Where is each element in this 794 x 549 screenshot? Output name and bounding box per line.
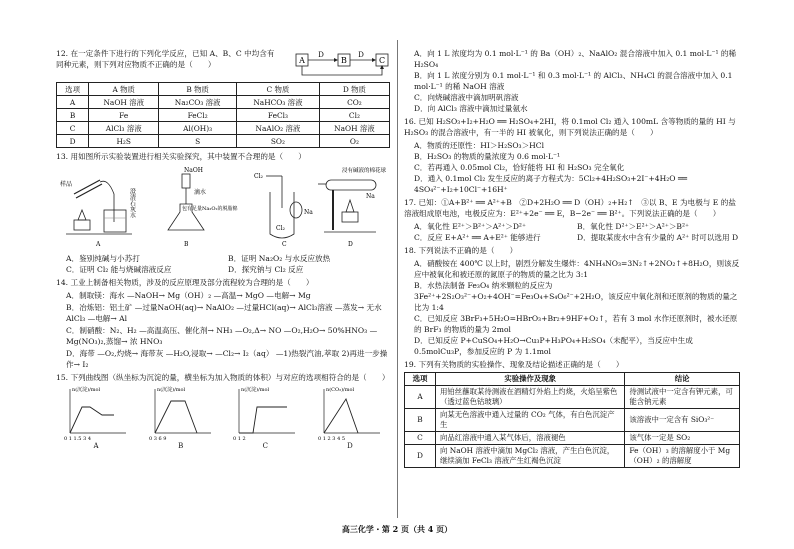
label-naoh-b: NaOH bbox=[184, 167, 203, 174]
page-footer: 高三化学・第 2 页（共 4 页） bbox=[341, 524, 453, 534]
q13-options-row1 bbox=[56, 253, 390, 264]
table-row bbox=[405, 409, 740, 432]
q19-stem: 19. 下列有关物质的实验操作、现象及结论描述正确的是（ ） bbox=[404, 360, 624, 369]
table-cell: B bbox=[57, 109, 89, 122]
q18-option-b: B．水热法制备 Fe₃O₄ 纳米颗粒的反应为 3Fe²⁺+2S₂O₃²⁻+O₂+4OH⁻=Fe₃O₄+S₄O₆²⁻+2H₂O，该反应中氧化剂和还原剂的物质的量之比为 1:4 bbox=[414, 281, 738, 312]
apparatus-a bbox=[60, 180, 136, 234]
q13-apparatus-figure bbox=[56, 164, 390, 250]
q18-option-d: D．已知反应 P+CuSO₄+H₂O→Cu₃P+H₃PO₄+H₂SO₄（未配平），当反应中生成 0.5molCu₃P，参加反应的 P 为 1.1mol bbox=[414, 336, 693, 356]
q12-table bbox=[56, 82, 390, 148]
q16-option-c: C．若再通入 0.05mol Cl₂，恰好能将 HI 和 H₂SO₃ 完全氧化 bbox=[414, 163, 625, 172]
table-cell: C bbox=[405, 432, 436, 445]
q17-option-d: D．提取某废水中含有少量的 A²⁺ 时可以选用 D bbox=[577, 233, 739, 242]
table-cell: 向品红溶液中通入某气体后，溶液褪色 bbox=[436, 432, 625, 445]
graph-letter: D bbox=[347, 442, 353, 450]
q13-options-row2 bbox=[56, 264, 390, 275]
apparatus-d bbox=[318, 166, 387, 232]
label-alkali-cotton: 浸有碱液的棉花球 bbox=[342, 168, 387, 174]
q19-header-row bbox=[405, 373, 740, 386]
table-row bbox=[405, 432, 740, 445]
table-cell: 用铂丝蘸取某待测液在酒精灯外焰上灼烧，火焰呈紫色（透过蓝色钴玻璃） bbox=[436, 386, 625, 409]
q15-option-d: D．向 AlCl₃ 溶液中滴加过量氨水 bbox=[414, 104, 528, 113]
q12-header: C 物质 bbox=[236, 83, 319, 96]
q12-box-b: B bbox=[341, 56, 347, 65]
q19-header: 选项 bbox=[405, 373, 436, 386]
table-cell: Fe bbox=[89, 109, 159, 122]
q12-header: B 物质 bbox=[159, 83, 237, 96]
table-cell: 该溶液中一定含有 SiO₃²⁻ bbox=[625, 409, 740, 432]
q12-flow-diagram bbox=[294, 48, 390, 80]
q12-stem: 12. 在一定条件下进行的下列化学反应，已知 A、B、C 中均含有同种元素，则下列对应物质不正确的是（ ） bbox=[56, 49, 275, 69]
q12-header: 选项 bbox=[57, 83, 89, 96]
q19-header: 结论 bbox=[625, 373, 740, 386]
column-divider bbox=[397, 40, 398, 518]
label-ball: Na bbox=[304, 209, 313, 216]
q16-option-d: D．通入 0.1mol Cl₂ 发生反应的离子方程式为：5Cl₂+4H₂SO₃+2I⁻+4H₂O ══ 4SO₄²⁻+I₂+10Cl⁻+16H⁺ bbox=[414, 174, 688, 194]
fig-letter: D bbox=[348, 241, 353, 248]
q13-option-d: D．探究钠与 Cl₂ 反应 bbox=[228, 265, 304, 274]
q16-stem: 16. 已知 H₂SO₃+I₂+H₂O ══ H₂SO₄+2HI，将 0.1mol Cl₂ 通入 100mL 含等物质的量的 HI 与 H₂SO₃ 的混合溶液中，有一半的 HI 被氧化，则下列说法正确的是（ ） bbox=[404, 117, 736, 137]
q14-option-b: B．冶炼铝：铝土矿 —过量NaOH(aq)→ NaAlO₂ —过量HCl(aq)→ AlCl₃溶液 —蒸发→ 无水 AlCl₃ —电解→ Al bbox=[66, 303, 382, 323]
fig-letter: A bbox=[96, 241, 101, 248]
q12-header: A 物质 bbox=[89, 83, 159, 96]
label-drip-water: 滴水 bbox=[194, 189, 207, 196]
label-sample: 样品 bbox=[60, 181, 73, 188]
q19-header: 实验操作及现象 bbox=[436, 373, 625, 386]
table-cell: Fe（OH）₃ 的溶解度小于 Mg（OH）₂ 的溶解度 bbox=[625, 445, 740, 468]
graph-ticks: 0 1 2 3 4 5 bbox=[317, 436, 346, 441]
table-row bbox=[57, 109, 390, 122]
q17-option-b: B．氧化性 D²⁺＞E²⁺＞A²⁺＞B²⁺ bbox=[577, 222, 690, 231]
label-na-d: Na bbox=[366, 193, 375, 200]
q12-box-c: C bbox=[378, 56, 386, 65]
q18-option-c: C．已知反应 3BrF₃+5H₂O=HBrO₃+Br₂+9HF+O₂↑，若有 3 mol 水作还原剂时，被水还原的 BrF₃ 的物质的量为 2mol bbox=[414, 314, 738, 334]
label-cl2-c2: Cl₂ bbox=[276, 225, 285, 232]
q14-stem: 14. 工业上制备相关物质，涉及的反应原理及部分流程较为合理的是（ ） bbox=[56, 278, 314, 287]
q19-table bbox=[404, 372, 740, 468]
table-cell: AlCl₃ 溶液 bbox=[89, 122, 159, 135]
q12-arrow-d2: D bbox=[358, 51, 364, 59]
graph-letter: C bbox=[262, 442, 268, 450]
table-cell: C bbox=[57, 122, 89, 135]
table-cell: 向某无色溶液中通入过量的 CO₂ 气体，有白色沉淀产生 bbox=[436, 409, 625, 432]
q15-graph-b bbox=[147, 385, 215, 452]
table-cell: CO₂ bbox=[319, 96, 389, 109]
fig-letter: C bbox=[282, 241, 287, 248]
table-row bbox=[57, 135, 390, 148]
table-row bbox=[405, 445, 740, 468]
graph-ylabel: n(沉淀)/mol bbox=[72, 387, 101, 393]
table-cell: NaOH 溶液 bbox=[319, 122, 389, 135]
q17-option-a: A．氧化性 E²⁺＞B²⁺＞A²⁺＞D²⁺ bbox=[414, 222, 526, 231]
q15-graph-d bbox=[316, 385, 384, 452]
q12-header-row bbox=[57, 83, 390, 96]
table-cell: A bbox=[57, 96, 89, 109]
q15-graph-a bbox=[62, 385, 130, 452]
q15-stem: 15. 下列曲线图（纵坐标为沉淀的量，横坐标为加入物质的体积）与对应的选项相符合的是（ ） bbox=[56, 373, 390, 382]
q16-option-b: B．H₂SO₃ 的物质的量浓度为 0.6 mol·L⁻¹ bbox=[414, 152, 561, 161]
q14-option-d: D．海带 —O₂,灼烧→ 海带灰 —H₂O,浸取→ —Cl₂→ I₂（aq） —1)热裂汽油,萃取 2)再进一步操作→ I₂ bbox=[66, 349, 388, 369]
graph-ylabel: n(沉淀)/mol bbox=[156, 387, 185, 393]
q18-stem: 18. 下列说法不正确的是（ ） bbox=[404, 246, 518, 255]
graph-ylabel: n(CO₂)/mol bbox=[325, 387, 355, 393]
table-cell: 该气体一定是 SO₂ bbox=[625, 432, 740, 445]
q13-option-c: C．证明 Cl₂ 能与烧碱溶液反应 bbox=[66, 265, 172, 274]
table-cell: SO₂ bbox=[236, 135, 319, 148]
q15-graph-c bbox=[231, 385, 299, 452]
table-row bbox=[405, 386, 740, 409]
q13-option-a: A．鉴别纯碱与小苏打 bbox=[66, 254, 140, 263]
table-cell: B bbox=[405, 409, 436, 432]
table-cell: NaHCO₃ 溶液 bbox=[236, 96, 319, 109]
q16-option-a: A．物质的还原性：HI＞H₂SO₃＞HCl bbox=[414, 141, 545, 150]
graph-ticks: 0 3 6 9 bbox=[148, 436, 167, 441]
fig-letter: B bbox=[184, 241, 189, 248]
table-cell: Na₂CO₃ 溶液 bbox=[159, 96, 237, 109]
q17-options-row1 bbox=[404, 221, 740, 232]
table-cell: 向 NaOH 溶液中滴加 MgCl₂ 溶液，产生白色沉淀，继续滴加 FeCl₃ 溶液产生红褐色沉淀 bbox=[436, 445, 625, 468]
graph-ticks: 0 1 1.5 3 4 bbox=[64, 436, 92, 441]
q15-option-b: B．向 1 L 浓度分别为 0.1 mol·L⁻¹ 和 0.3 mol·L⁻¹ 的 AlCl₃、NH₄Cl 的混合溶液中加入 0.1 mol·L⁻¹ 的稀 NaOH 溶液 bbox=[414, 71, 733, 91]
q15-option-a: A．向 1 L 浓度均为 0.1 mol·L⁻¹ 的 Ba（OH）₂、NaAlO₂ 混合溶液中加入 0.1 mol·L⁻¹ 的稀 H₂SO₄ bbox=[414, 49, 737, 69]
table-row bbox=[57, 122, 390, 135]
q17-options-row2 bbox=[404, 232, 740, 243]
q15-graphs bbox=[56, 385, 390, 452]
q14-option-a: A．制取镁：海水 —NaOH→ Mg（OH）₂ —高温→ MgO —电解→ Mg bbox=[66, 291, 311, 300]
label-cotton: 包有足量Na₂O₂的脱脂棉 bbox=[182, 206, 238, 212]
table-cell: H₂S bbox=[89, 135, 159, 148]
q12-header: D 物质 bbox=[319, 83, 389, 96]
q13-stem: 13. 用如图所示实验装置进行相关实验探究，其中装置不合理的是（ ） bbox=[56, 152, 306, 161]
q17-option-c: C．反应 E+A²⁺ ══ A+E²⁺ 能够进行 bbox=[414, 233, 541, 242]
graph-letter: B bbox=[178, 442, 184, 450]
table-cell: FeCl₃ bbox=[236, 109, 319, 122]
q12-box-a: A bbox=[299, 56, 305, 65]
left-column bbox=[56, 48, 390, 452]
table-cell: D bbox=[405, 445, 436, 468]
q14-option-c: C．制硝酸：N₂、H₂ —高温高压、催化剂→ NH₃ —O₂,Δ→ NO —O₂,H₂O→ 50%HNO₃ —Mg(NO₃)₂,蒸馏→ 浓 HNO₃ bbox=[66, 326, 378, 346]
table-cell: Cl₂ bbox=[319, 109, 389, 122]
table-cell: D bbox=[57, 135, 89, 148]
table-cell: A bbox=[405, 386, 436, 409]
q18-option-a: A．硝酸铵在 400℃ 以上时，剧烈分解发生爆炸：4NH₄NO₃=3N₂↑+2NO₂↑+8H₂O，则该反应中被氧化和被还原的氮原子的物质的量之比为 3:1 bbox=[414, 259, 740, 279]
table-cell: Al(OH)₃ bbox=[159, 122, 237, 135]
q17-stem: 17. 已知：①A+B²⁺ ══ A²⁺+B ②D+2H₂O ══ D（OH）₂+H₂↑ ③以 B、E 为电极与 E 的盐溶液组成原电池，电极反应为：E²⁺+2e⁻ ══ E，B−2e⁻ ══ B²⁺。下列说法正确的是（ ） bbox=[404, 198, 736, 218]
table-cell: NaOH 溶液 bbox=[89, 96, 159, 109]
q13-option-b: B．证明 Na₂O₂ 与水反应放热 bbox=[228, 254, 331, 263]
table-cell: FeCl₂ bbox=[159, 109, 237, 122]
label-limewater: 澄清石灰水 bbox=[128, 188, 136, 218]
q12-arrow-d1: D bbox=[318, 51, 324, 59]
label-cl2-c1: Cl₂ bbox=[254, 173, 263, 180]
table-cell: NaAlO₂ 溶液 bbox=[236, 122, 319, 135]
apparatus-c bbox=[254, 173, 313, 238]
graph-ticks: 0 1 2 bbox=[233, 436, 247, 441]
graph-letter: A bbox=[93, 442, 99, 450]
graph-ylabel: n(沉淀)/mol bbox=[241, 387, 270, 393]
table-cell: S bbox=[159, 135, 237, 148]
table-row bbox=[57, 96, 390, 109]
table-cell: O₂ bbox=[319, 135, 389, 148]
right-column bbox=[404, 48, 740, 468]
table-cell: 待测试液中一定含有钾元素，可能含钠元素 bbox=[625, 386, 740, 409]
apparatus-b bbox=[168, 167, 237, 230]
q15-option-c: C．向烧碱溶液中滴加明矾溶液 bbox=[414, 93, 519, 102]
